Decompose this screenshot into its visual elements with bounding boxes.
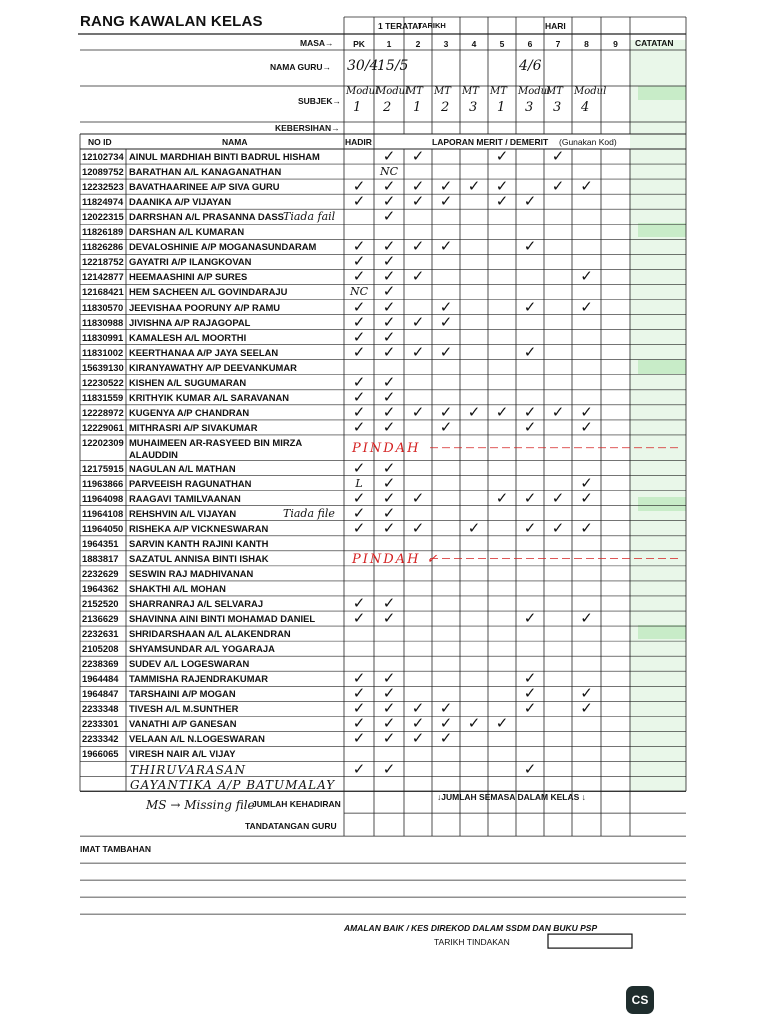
attendance-mark: ✓	[352, 759, 366, 778]
attendance-mark: ✓	[382, 458, 396, 477]
nama-guru-label: NAMA GURU→	[270, 62, 332, 72]
handwritten-student-name: THIRUVARASAN	[130, 762, 246, 777]
student-id: 1966065	[82, 748, 119, 760]
student-name: SESWIN RAJ MADHIVANAN	[129, 567, 254, 579]
attendance-mark: ✓	[439, 297, 453, 316]
subject-name: MT	[490, 86, 507, 97]
attendance-mark: ✓	[523, 342, 537, 361]
student-id: 12202309	[82, 436, 124, 448]
subject-name: Modul	[376, 86, 409, 97]
attendance-mark: ✓	[439, 714, 453, 733]
subject-number: 1	[497, 100, 506, 115]
student-id: 11964050	[82, 522, 124, 534]
attendance-mark: ✓	[382, 488, 396, 507]
student-name: SHRIDARSHAAN A/L ALAKENDRAN	[129, 628, 291, 640]
student-id: 11826189	[82, 226, 124, 238]
attendance-mark: ✓	[439, 699, 453, 718]
attendance-mark: ✓	[523, 518, 537, 537]
attendance-mark: ✓	[411, 714, 425, 733]
attendance-mark: ✓	[352, 402, 366, 421]
student-name: AINUL MARDHIAH BINTI BADRUL HISHAM	[129, 151, 320, 162]
student-name: SHAKTHI A/L MOHAN	[129, 582, 226, 594]
attendance-mark: ✓	[382, 387, 396, 406]
student-id: 11830991	[82, 331, 124, 343]
student-id: 12089752	[82, 166, 124, 178]
attendance-mark: ✓	[382, 177, 396, 196]
student-name: RAAGAVI TAMILVAANAN	[129, 492, 241, 504]
student-id: 2136629	[82, 613, 119, 625]
attendance-mark: ✓	[523, 684, 537, 703]
subject-number: 1	[413, 100, 422, 115]
nama-header: NAMA	[222, 137, 248, 147]
student-name: TAMMISHA RAJENDRAKUMAR	[129, 673, 269, 685]
attendance-mark: ✓	[352, 609, 366, 628]
missing-file-note: MS → Missing file	[146, 798, 255, 813]
student-name: TARSHAINI A/P MOGAN	[129, 688, 236, 700]
attendance-mark: ✓	[352, 192, 366, 211]
student-name: SHARRANRAJ A/L SELVARAJ	[129, 597, 264, 609]
guru-date-note: 30/4	[347, 58, 379, 74]
attendance-mark: ✓	[439, 192, 453, 211]
attendance-mark: ✓	[551, 518, 565, 537]
tandatangan-label: TANDATANGAN GURU	[245, 821, 337, 832]
attendance-mark: ✓	[411, 267, 425, 286]
attendance-mark: ✓	[352, 518, 366, 537]
amalan-baik-label: AMALAN BAIK / KES DIREKOD DALAM SSDM DAN BUKU PSP	[344, 923, 598, 934]
attendance-mark: ✓	[411, 488, 425, 507]
attendance-mark: ✓	[382, 518, 396, 537]
subject-number: 3	[525, 100, 534, 115]
student-id: 12142877	[82, 271, 124, 283]
student-name: TIVESH A/L M.SUNTHER	[129, 703, 239, 715]
subject-name: Modul	[518, 86, 551, 97]
student-name: BAVATHAARINEE A/P SIVA GURU	[129, 181, 280, 193]
maklumat-tambahan-label: IMAT TAMBAHAN	[80, 844, 151, 855]
student-name: VELAAN A/L N.LOGESWARAN	[129, 733, 265, 745]
attendance-mark: ✓	[382, 252, 396, 271]
attendance-mark: ✓	[580, 267, 593, 286]
class-name: 1 TERATAI	[378, 21, 421, 31]
masa-label: MASA→	[300, 38, 334, 48]
student-name: KISHEN A/L SUGUMARAN	[129, 376, 247, 388]
attendance-mark: ✓	[352, 177, 366, 196]
green-highlight	[638, 497, 686, 511]
student-id: 11830988	[82, 316, 124, 328]
period-col-label-2: 2	[415, 39, 421, 49]
attendance-mark: ✓	[382, 312, 396, 331]
period-col-label-1: 1	[386, 39, 392, 49]
kebersihan-label: KEBERSIHAN→	[275, 123, 340, 133]
subject-name: MT	[546, 86, 563, 97]
attendance-mark: ✓	[382, 282, 396, 301]
catatan-shade	[630, 40, 686, 791]
attendance-mark: ✓	[523, 759, 537, 778]
student-name: MUHAIMEEN AR-RASYEED BIN MIRZA	[129, 436, 303, 448]
student-name: DEVALOSHINIE A/P MOGANASUNDARAM	[129, 241, 317, 253]
student-id: 1964847	[82, 688, 119, 700]
attendance-mark: ✓	[580, 488, 593, 507]
student-name: KUGENYA A/P CHANDRAN	[129, 406, 250, 418]
period-col-label-PK: PK	[353, 39, 365, 49]
hari-label: HARI	[545, 21, 566, 31]
student-id: 2233342	[82, 733, 119, 745]
attendance-mark: ✓	[352, 312, 366, 331]
attendance-mark: ✓	[439, 729, 453, 748]
handwritten-student-name: GAYANTIKA A/P BATUMALAY	[130, 777, 336, 792]
period-col-label-9: 9	[613, 39, 618, 49]
student-name: SARVIN KANTH RAJINI KANTH	[129, 537, 269, 549]
attendance-mark: ✓	[382, 327, 396, 346]
student-id: 2233301	[82, 718, 119, 730]
student-name: PARVEEISH RAGUNATHAN	[129, 477, 252, 489]
attendance-mark: ✓	[580, 699, 593, 718]
guru-date-note: 15/5	[377, 58, 409, 74]
attendance-mark: ✓	[523, 402, 537, 421]
attendance-mark: ✓	[352, 684, 366, 703]
student-id: 11831559	[82, 391, 124, 403]
attendance-mark: ✓	[382, 297, 396, 316]
attendance-mark: ✓	[382, 417, 396, 436]
student-id: 11831002	[82, 346, 124, 358]
attendance-mark: ✓	[467, 714, 481, 733]
attendance-mark: ✓	[439, 312, 453, 331]
attendance-mark: ✓	[439, 177, 453, 196]
tarikh-tindakan-label: TARIKH TINDAKAN	[434, 937, 510, 948]
period-col-label-5: 5	[499, 39, 505, 49]
attendance-mark: ✓	[352, 297, 366, 316]
attendance-mark: ✓	[382, 594, 396, 612]
student-note: Tiada fail	[283, 210, 336, 224]
student-name: GAYATRI A/P ILANGKOVAN	[129, 256, 252, 268]
student-id: 11964108	[82, 507, 124, 519]
attendance-mark: ✓	[411, 518, 425, 537]
student-id: 11830570	[82, 301, 124, 313]
student-name: JIVISHNA A/P RAJAGOPAL	[129, 316, 251, 328]
attendance-mark: ✓	[382, 714, 396, 733]
student-id: 1964351	[82, 537, 119, 549]
no-id-header: NO ID	[88, 137, 112, 147]
period-col-label-7: 7	[555, 39, 561, 49]
student-name: KEERTHANAA A/P JAYA SEELAN	[129, 346, 279, 358]
student-name: VANATHI A/P GANESAN	[129, 718, 237, 730]
attendance-mark: ✓	[495, 714, 509, 733]
attendance-mark: ✓	[439, 402, 453, 421]
attendance-mark: ✓	[382, 267, 396, 286]
attendance-mark: ✓	[467, 402, 481, 421]
attendance-mark: ✓	[523, 699, 537, 718]
jumlah-kehadiran-label: JUMLAH KEHADIRAN	[252, 799, 341, 810]
subject-number: 3	[553, 100, 562, 115]
attendance-mark: ✓	[523, 297, 537, 316]
attendance-mark: ✓	[382, 729, 396, 748]
student-id: 12168421	[82, 286, 124, 298]
attendance-mark: ✓	[382, 237, 396, 256]
student-id: 1883817	[82, 552, 119, 564]
subject-name: MT	[406, 86, 423, 97]
student-name: VIRESH NAIR A/L VIJAY	[129, 748, 236, 760]
attendance-mark: ✓	[411, 177, 425, 196]
attendance-mark: ✓	[411, 342, 425, 361]
student-id: 2232629	[82, 567, 119, 579]
attendance-mark: ✓	[495, 488, 509, 507]
attendance-mark: ✓	[352, 503, 366, 522]
attendance-mark: ✓	[523, 669, 537, 688]
attendance-mark: ✓	[551, 402, 565, 421]
attendance-mark: ✓	[411, 147, 425, 166]
green-highlight	[638, 625, 686, 639]
attendance-mark: ✓	[580, 417, 593, 436]
student-id: 2233348	[82, 703, 119, 715]
student-id: 11826286	[82, 241, 124, 253]
attendance-mark: ✓	[382, 147, 396, 166]
period-col-label-4: 4	[471, 39, 477, 49]
attendance-mark: ✓	[495, 147, 509, 166]
student-id: 2238369	[82, 658, 119, 670]
student-name: SAZATUL ANNISA BINTI ISHAK	[129, 552, 269, 564]
student-name: REHSHVIN A/L VIJAYAN	[129, 507, 237, 519]
attendance-mark: ✓	[411, 402, 425, 421]
attendance-mark: ✓	[467, 177, 481, 196]
student-name: HEEMAASHINI A/P SURES	[129, 271, 248, 283]
pindah-note: PINDAH	[352, 441, 421, 457]
student-name: MITHRASRI A/P SIVAKUMAR	[129, 421, 258, 433]
attendance-mark: ✓	[382, 402, 396, 421]
attendance-mark: ✓	[580, 609, 593, 628]
student-name: HEM SACHEEN A/L GOVINDARAJU	[129, 286, 288, 298]
student-id: 2105208	[82, 643, 119, 655]
attendance-mark: ✓	[352, 267, 366, 286]
attendance-mark: ✓	[382, 699, 396, 718]
period-col-label-6: 6	[527, 39, 533, 49]
subject-name: MT	[434, 86, 451, 97]
attendance-mark: ✓	[352, 372, 366, 391]
attendance-mark: ✓	[352, 237, 366, 256]
subject-name: Modul	[346, 86, 379, 97]
subject-number: 3	[469, 100, 478, 115]
attendance-mark: ✓	[382, 372, 396, 391]
attendance-mark: ✓	[551, 488, 565, 507]
student-id: 12175915	[82, 462, 124, 474]
attendance-mark: ✓	[382, 503, 396, 522]
attendance-mark: ✓	[411, 312, 425, 331]
student-id: 12232523	[82, 181, 124, 193]
attendance-mark: ✓	[580, 473, 593, 492]
attendance-mark: ✓	[580, 518, 593, 537]
attendance-mark: L	[355, 476, 363, 490]
student-id: 2152520	[82, 597, 119, 609]
attendance-mark: ✓	[382, 473, 396, 492]
student-id: 15639130	[82, 361, 124, 373]
attendance-mark: ✓	[580, 402, 593, 421]
student-id: 12230522	[82, 376, 124, 388]
gunakan-kod-header: (Gunakan Kod)	[559, 137, 617, 147]
tarikh-tindakan-box	[548, 934, 632, 948]
attendance-mark: ✓	[439, 237, 453, 256]
subject-number: 2	[441, 100, 450, 115]
hadir-header: HADIR	[345, 137, 372, 147]
attendance-mark: ✓	[523, 237, 537, 256]
attendance-mark: ✓	[439, 342, 453, 361]
tarikh-label: TARIKH	[418, 21, 446, 30]
attendance-mark: NC	[379, 165, 399, 179]
camscanner-logo: CS	[626, 986, 654, 1014]
attendance-mark: ✓	[352, 458, 366, 477]
attendance-mark: ✓	[495, 402, 509, 421]
attendance-mark: ✓	[551, 147, 565, 166]
student-name: KAMALESH A/L MOORTHI	[129, 331, 247, 343]
student-id: 11964098	[82, 492, 124, 504]
sheet-title: RANG KAWALAN KELAS	[80, 13, 263, 30]
attendance-mark: ✓	[382, 609, 396, 628]
student-name: RISHEKA A/P VICKNESWARAN	[129, 522, 269, 534]
attendance-mark: ✓	[523, 417, 537, 436]
subject-name: MT	[462, 86, 479, 97]
attendance-mark: ✓	[495, 177, 509, 196]
attendance-mark: ✓	[352, 252, 366, 271]
attendance-mark: ✓	[352, 699, 366, 718]
catatan-label: CATATAN	[635, 38, 674, 48]
student-name: DAANIKA A/P VIJAYAN	[129, 196, 232, 208]
attendance-mark: ✓	[352, 714, 366, 733]
attendance-mark: ✓	[382, 759, 396, 778]
attendance-mark: ✓	[411, 699, 425, 718]
attendance-mark: ✓	[411, 729, 425, 748]
subjek-label: SUBJEK→	[298, 96, 341, 106]
period-col-label-8: 8	[584, 39, 589, 49]
student-name: DARSHAN A/L KUMARAN	[129, 226, 245, 238]
student-name-line2: ALAUDDIN	[129, 448, 178, 460]
attendance-mark: ✓	[495, 192, 509, 211]
subject-name: Modul	[574, 86, 607, 97]
green-highlight	[638, 223, 686, 237]
student-name: BARATHAN A/L KANAGANATHAN	[129, 166, 282, 178]
attendance-mark: ✓	[439, 417, 453, 436]
attendance-mark: ✓	[523, 192, 537, 211]
student-name: SHAVINNA AINI BINTI MOHAMAD DANIEL	[129, 613, 316, 625]
student-id: 12218752	[82, 256, 124, 268]
student-id: 2232631	[82, 628, 119, 640]
student-id: 12229061	[82, 421, 124, 433]
attendance-mark: ✓	[467, 518, 481, 537]
student-id: 12228972	[82, 406, 124, 418]
attendance-mark: ✓	[523, 609, 537, 628]
subject-number: 4	[581, 100, 590, 115]
student-name: KRITHYIK KUMAR A/L SARAVANAN	[129, 391, 290, 403]
attendance-mark: ✓	[352, 669, 366, 688]
attendance-mark: ✓	[382, 192, 396, 211]
pindah-note: PINDAH ✓	[352, 551, 440, 567]
student-id: 1964362	[82, 582, 119, 594]
period-col-label-3: 3	[443, 39, 449, 49]
jumlah-semasa-label: ↓JUMLAH SEMASA DALAM KELAS ↓	[437, 792, 586, 803]
student-name: SHYAMSUNDAR A/L YOGARAJA	[129, 643, 275, 655]
green-highlight	[638, 86, 686, 100]
attendance-mark: ✓	[352, 387, 366, 406]
student-id: 12102734	[82, 151, 124, 162]
attendance-mark: ✓	[382, 207, 396, 226]
attendance-mark: ✓	[352, 417, 366, 436]
attendance-mark: ✓	[551, 177, 565, 196]
subject-number: 2	[383, 100, 392, 115]
attendance-mark: ✓	[352, 594, 366, 612]
attendance-mark: ✓	[382, 342, 396, 361]
student-name: SUDEV A/L LOGESWARAN	[129, 658, 250, 670]
guru-date-note: 4/6	[519, 58, 542, 74]
attendance-mark: ✓	[580, 177, 593, 196]
attendance-mark: ✓	[352, 327, 366, 346]
attendance-mark: ✓	[352, 342, 366, 361]
attendance-mark: ✓	[352, 488, 366, 507]
attendance-mark: ✓	[580, 297, 593, 316]
attendance-mark: ✓	[411, 192, 425, 211]
student-name: NAGULAN A/L MATHAN	[129, 462, 236, 474]
green-highlight	[638, 360, 686, 374]
student-name: DARRSHAN A/L PRASANNA DASS	[129, 211, 284, 223]
attendance-mark: ✓	[352, 729, 366, 748]
attendance-mark: ✓	[580, 684, 593, 703]
student-id: 12022315	[82, 211, 124, 223]
student-note: Tiada file	[283, 506, 335, 520]
student-id: 11824974	[82, 196, 124, 208]
student-id: 1964484	[82, 673, 119, 685]
student-id: 11963866	[82, 477, 124, 489]
attendance-mark: ✓	[523, 488, 537, 507]
subject-number: 1	[353, 100, 362, 115]
attendance-mark: NC	[349, 285, 369, 299]
attendance-mark: ✓	[382, 684, 396, 703]
student-name: KIRANYAWATHY A/P DEEVANKUMAR	[129, 361, 297, 373]
attendance-mark: ✓	[382, 669, 396, 688]
student-name: JEEVISHAA POORUNY A/P RAMU	[129, 301, 281, 313]
attendance-mark: ✓	[411, 237, 425, 256]
laporan-header: LAPORAN MERIT / DEMERIT	[432, 137, 549, 147]
